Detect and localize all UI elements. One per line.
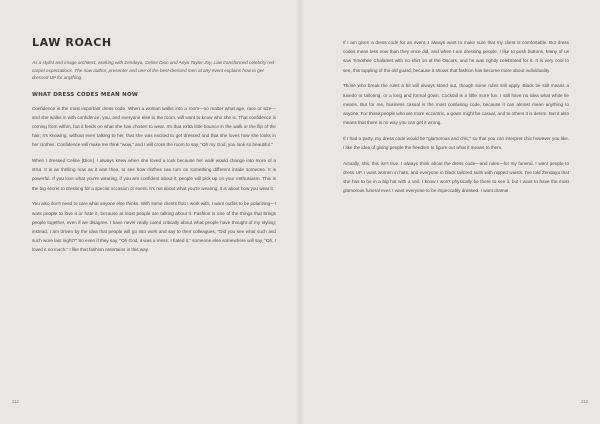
right-page [300, 0, 600, 424]
body-paragraph: Actually, shit, this isn't true. I always think about the dress code—and rules—for my funeral. I want people to dress UP. I want women in hats, and everyone in black tailored suits with nipped waists. I've told Zendaya that she has to be in a big hat with a veil. I know I won't physically be there to see it, but I want to have the most glamorous funeral ever. I want everyone to be impeccably dressed. I want drama! [343, 160, 569, 194]
body-paragraph: If I had a party, my dress code would be "glamorous and chic," so that you can interpret chic however you like. I like the idea of giving people the freedom to figure out what it means to them. [343, 135, 569, 151]
body-paragraph: Confidence is the most important dress code. When a woman walks into a room—no matter what age, race or size—and she walks in with confidence, you, and everyone else in the room, will want to know who she is. That confidence is coming from within, but it feeds on what she has chosen to wear. It's that extra little bounce in the walk or the flip of the hair; it's knowing, without even talking to her, that she was excited to get dressed and that she loves how she looks in her clothes. Confidence will make me think "wow," and I will cross the room to say, "Oh my God, you look so beautiful." [32, 105, 276, 148]
body-paragraph: You also don't need to care what anyone else thinks. With some clients that I work with, I want outfits to be polarizing—I want people to love it or hate it, because at least people are talking about it. Fashion is one of the things that brings people together, even if we disagree. I have never really cared critically about what people have thought of my styling; instead, I am driven by the idea that people will go into work and say to their colleagues, "Did you see what such and such wore last night?" So even if they say, "Oh God, it was a mess. I hated it," someone else somewhere will say, "Oh, I loved it so much." I like that fashion entertains in this way. [32, 201, 276, 253]
body-paragraph: Those who break the rules a bit will always stand out, though some rules still apply. Black tie still means a tuxedo or tailoring, or a long and formal gown. Cocktail is a little more fun. I still have no idea what white tie means. But for me, business casual is the most confusing code, because it can almost mean anything to anyone. For those people who are more eccentric, a gown might be casual, and to others it is denim. But it also means that there is no way you can get it wrong. [343, 83, 569, 126]
body-paragraph: If I am given a dress code for an event, I always want to make sure that my client is comfortable. But dress codes mean less now than they once did, and when I am dressing people, I like to push buttons. Many of us saw Timothée Chalamet with no shirt on at the Oscars, and he was rightly celebrated for it. It is very cool to see, this toppling of the old guard, because it shows that fashion has become more about individuality. [343, 40, 569, 73]
page-number-right: 213 [581, 399, 588, 404]
body-paragraph: When I dressed Celine [Dion], I always knew when she loved a look because her walk would change into more of a strut. It is as thrilling now as it was then, to see how clothes can turn on something different inside someone. It is powerful. If you love what you're wearing, if you are confident about it, people will pick up on your enthusiasm. This is the big secret to dressing for a special occasion or event. It's not about what you're wearing, it is about how you wear it. [32, 158, 276, 191]
article-title: LAW ROACH [32, 36, 112, 49]
section-subheading: WHAT DRESS CODES MEAN NOW [32, 91, 139, 98]
page-number-left: 212 [12, 399, 19, 404]
intro-paragraph: As a stylist and image architect, working with Zendaya, Celine Dion and Anya Taylor-Joy, Law transformed celebrity red-carpet expectations. The now author, presenter and one of the best-dressed men at any event explains how to get dressed UP for anything. [32, 60, 276, 80]
